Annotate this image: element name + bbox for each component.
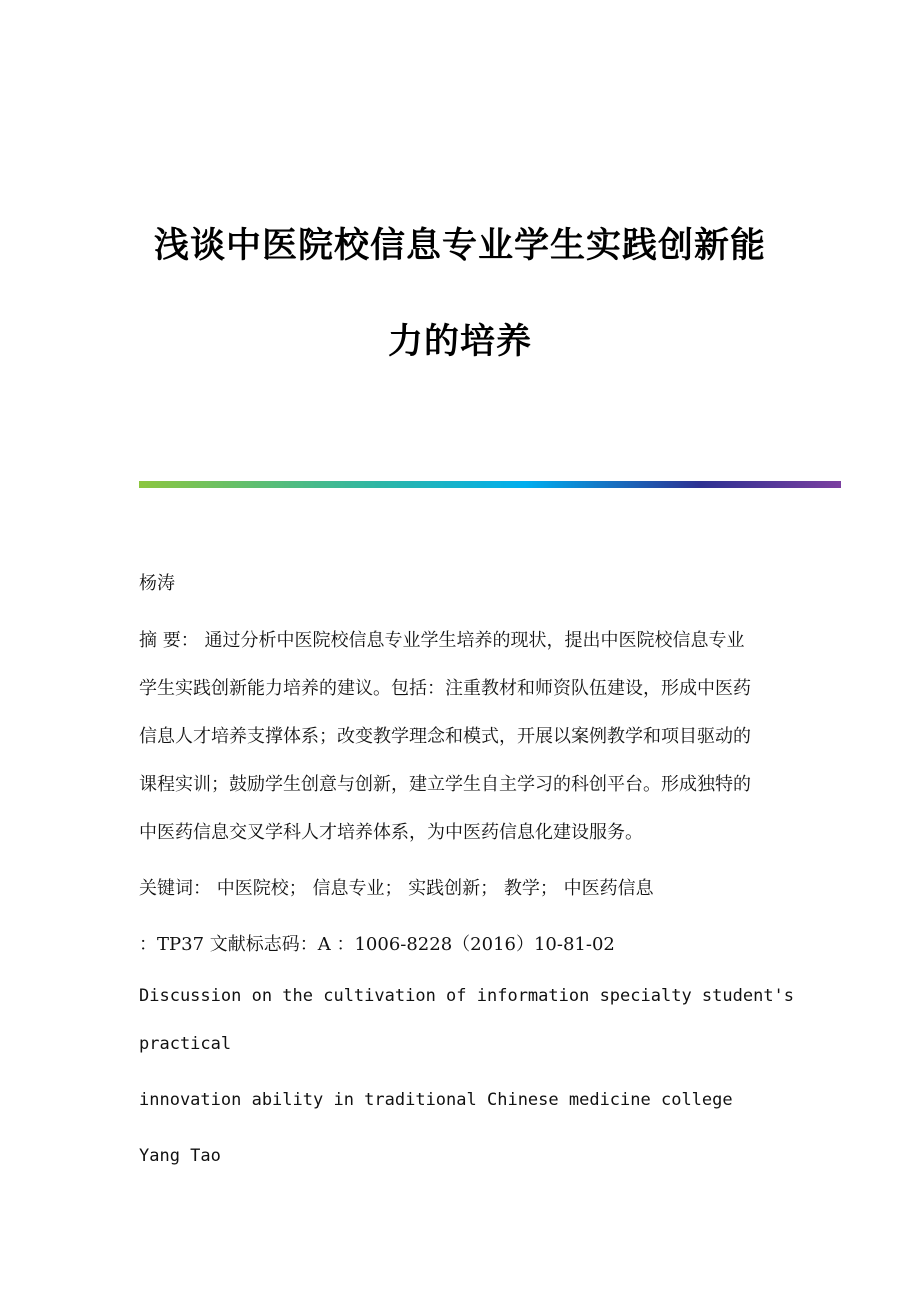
author-name: 杨涛 xyxy=(139,573,175,594)
english-author-name: Yang Tao xyxy=(139,1146,221,1166)
abstract-line-3: 信息人才培养支撑体系；改变教学理念和模式，开展以案例教学和项目驱动的 xyxy=(139,726,751,747)
abstract-line-4: 课程实训；鼓励学生创意与创新，建立学生自主学习的科创平台。形成独特的 xyxy=(139,774,751,795)
gradient-divider xyxy=(139,481,841,488)
english-title-line-2: practical xyxy=(139,1034,232,1054)
abstract-line-1: 摘 要： 通过分析中医院校信息专业学生培养的现状，提出中医院校信息专业 xyxy=(139,630,745,651)
classification-line: ：TP37 文献标志码：A ：1006-8228（2016）10-81-02 xyxy=(139,934,615,955)
keywords-line: 关键词： 中医院校； 信息专业； 实践创新； 教学； 中医药信息 xyxy=(139,878,654,899)
english-title-line-1: Discussion on the cultivation of information specialty student's xyxy=(139,986,795,1006)
page-title-line-1: 浅谈中医院校信息专业学生实践创新能 xyxy=(153,226,766,266)
abstract-line-2: 学生实践创新能力培养的建议。包括：注重教材和师资队伍建设，形成中医药 xyxy=(139,678,751,699)
abstract-line-5: 中医药信息交叉学科人才培养体系，为中医药信息化建设服务。 xyxy=(139,822,643,843)
page-title-line-2: 力的培养 xyxy=(387,322,532,362)
english-title-line-3: innovation ability in traditional Chinese medicine college xyxy=(139,1090,733,1110)
